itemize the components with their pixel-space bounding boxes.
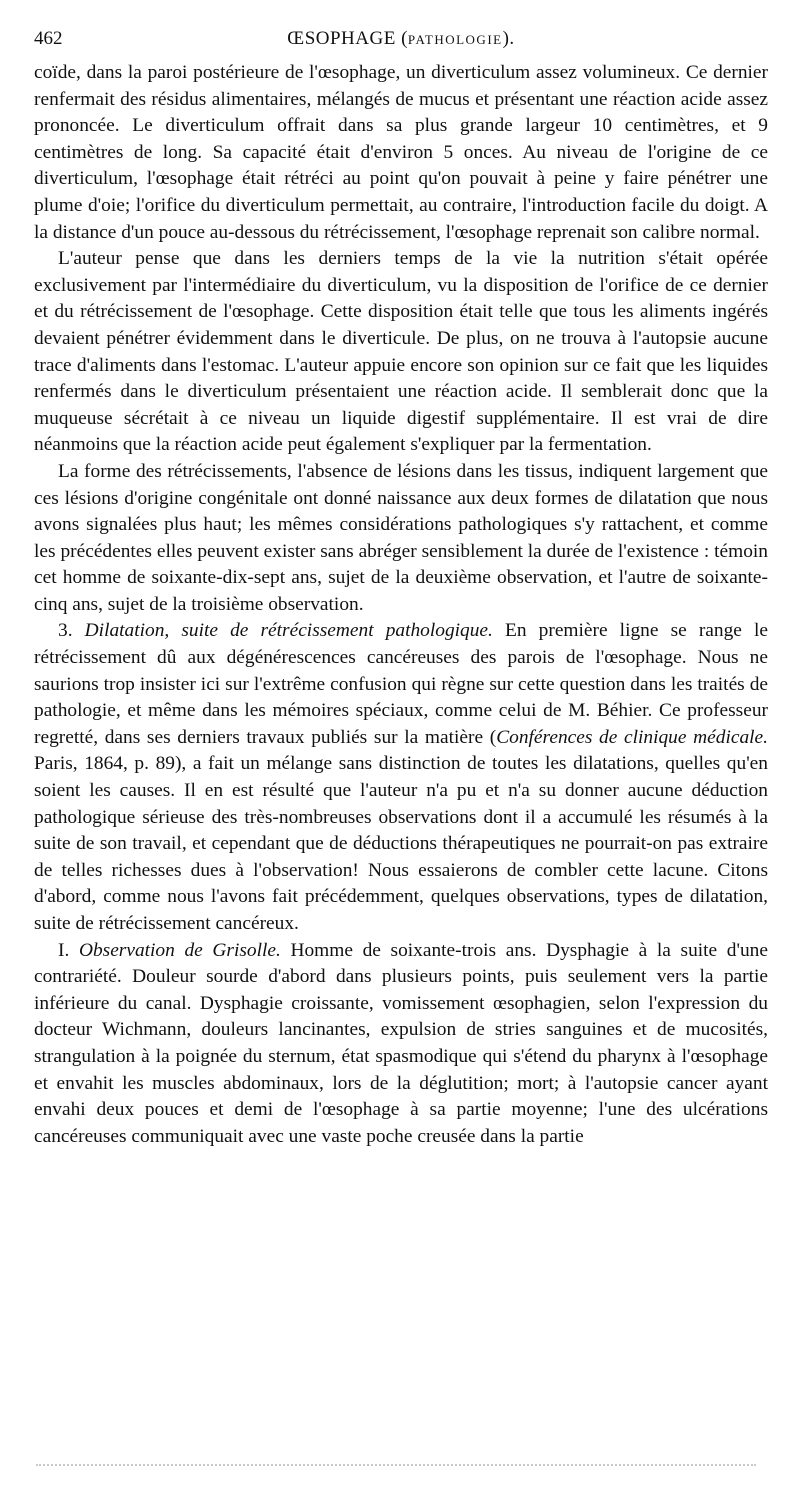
section-heading: Dilatation, suite de rétrécissement pathologique. [84,620,493,642]
running-title-end: ). [502,28,515,49]
running-title-main: ŒSOPHAGE ( [287,28,408,49]
observation-heading: Observation de Grisolle. [78,939,281,961]
running-head [34,28,768,60]
paragraph: La forme des rétrécissements, l'absence de lésions dans les tissus, indiquent largement que ces lésions d'origine congénitale ont donné naissance aux deux formes de dilatation que nous avons signalées plus haut; les mêmes considérations pathologiques s'y rattachent, et comme les précédentes elles peuvent exister sans abréger sensiblement la durée de l'existence : témoin cet homme de soixante-dix-sept ans, sujet de la deuxième observation, et l'autre de soixante-cinq ans, sujet de la troisième observation. [34,460,768,615]
paragraph: L'auteur pense que dans les derniers temps de la vie la nutrition s'était opérée exclusivement par l'intermédiaire du diverticulum, vu la disposition de l'orifice de ce dernier et du rétrécissement de l'œsophage. Cette disposition était telle que tous les aliments ingérés devaient pénétrer évidemment dans le diverticule. De plus, on ne trouva à l'autopsie aucune trace d'aliments dans l'estomac. L'auteur appuie encore son opinion sur ce fait que les liquides renfermés dans le diverticulum présentaient une réaction acide. Il semblerait donc que la muqueuse sécrétait à ce niveau un liquide digestif supplémentaire. Il est vrai de dire néanmoins que la réaction acide peut également s'expliquer par la fermentation. [34,248,768,456]
page-number: 462 [34,28,63,49]
paragraph-text: En première ligne se range le rétrécissement dû aux dégénérescences cancéreuses des parois de l'œsophage. Nous ne saurions trop insister ici sur l'extrême confusion qui règne sur cette question dans les traités de pathologie, et même dans les mémoires spéciaux, comme celui de M. Béhier. Ce professeur regretté, dans ses derniers travaux publiés sur la matière ( [34,620,769,748]
paragraph-text: Paris, 1864, p. 89), a fait un mélange sans distinction de toutes les dilatations, quelles qu'en soient les causes. Il en est résulté que l'auteur n'a pu et n'a su donner aucune déduction pathologique sérieuse des très-nombreuses observations dont il a accumulé les résumés à la suite de son travail, et cependant que de déductions thérapeutiques ne pourrait-on pas extraire de telles richesses dues à l'observation! Nous essaierons de combler cette lacune. Citons d'abord, comme nous l'avons fait précédemment, quelques observations, types de dilatation, suite de rétrécissement cancéreux. [34,753,768,934]
footer-rule [36,1464,756,1466]
running-title-section: PATHOLOGIE [407,32,503,47]
paragraph-text: Homme de soixante-trois ans. Dysphagie à la suite d'une contrariété. Douleur sourde d'abord dans plusieurs points, puis seulement vers la partie inférieure du canal. Dysphagie croissante, vomissement œsophagien, selon l'expression du docteur Wichmann, douleurs lancinantes, expulsion de stries sanguines et de mucosités, strangulation à la poignée du sternum, état spasmodique qui s'étend du pharynx à l'œsophage et envahit les muscles abdominaux, lors de la déglutition; mort; à l'autopsie cancer ayant envahi deux pouces et demi de l'œsophage à sa partie moyenne; l'une des ulcérations cancéreuses communiquait avec une vaste poche creusée dans la partie [34,939,768,1147]
paragraph: coïde, dans la paroi postérieure de l'œsophage, un diverticulum assez volumineux. Ce dernier renfermait des résidus alimentaires, mélangés de mucus et présentant une réaction acide assez prononcée. Le diverticulum offrait dans sa plus grande largeur 10 centimètres, et 9 centimètres de long. Sa capacité était d'environ 5 onces. Au niveau de l'origine de ce diverticulum, l'œsophage était rétréci au point qu'on pouvait à peine y faire pénétrer une plume d'oie; l'orifice du diverticulum permettait, au contraire, l'introduction facile du doigt. A la distance d'un pouce au-dessous du rétrécissement, l'œsophage reprenait son calibre normal. [34,62,768,243]
running-title [34,28,768,50]
observation-number: I. [58,939,79,961]
body-text [34,60,768,1150]
section-number: 3. [58,620,85,642]
page [34,28,768,1150]
paragraph [34,618,768,937]
cited-work-title: Conférences de clinique médicale. [496,726,768,748]
paragraph [34,938,768,1151]
